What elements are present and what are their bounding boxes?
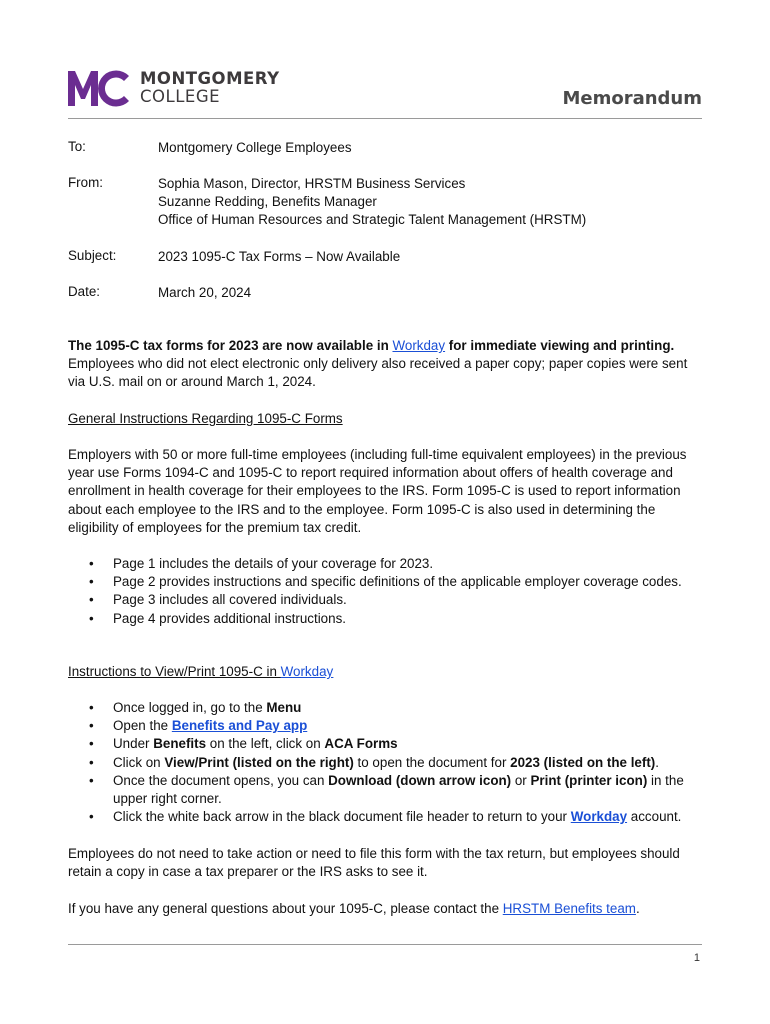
list-item: • Page 3 includes all covered individuals. <box>68 591 704 609</box>
intro-bold-end: for immediate viewing and printing. <box>445 338 675 353</box>
list-item: • Page 4 provides additional instructions. <box>68 610 704 628</box>
workday-heading-link[interactable]: Workday <box>280 664 334 679</box>
mc-logo-mark-icon <box>68 69 130 107</box>
contact-paragraph: If you have any general questions about your 1095-C, please contact the HRSTM Benefits team. <box>68 901 640 916</box>
list-item: • Page 2 provides instructions and specific definitions of the applicable employer coverage codes. <box>68 573 704 591</box>
from-line-2: Suzanne Redding, Benefits Manager <box>158 194 377 209</box>
from-value <box>158 175 586 229</box>
logo-line-2: COLLEGE <box>140 87 221 106</box>
to-value: Montgomery College Employees <box>158 140 352 155</box>
list-item: • Page 1 includes the details of your coverage for 2023. <box>68 555 704 573</box>
to-label: To: <box>68 139 86 154</box>
general-instructions-heading: General Instructions Regarding 1095-C Forms <box>68 411 343 426</box>
closing-paragraph: Employees do not need to take action or need to file this form with the tax return, but employees should retain a copy in case a tax preparer or the IRS asks to see it. <box>68 846 680 880</box>
logo-wordmark <box>140 70 280 106</box>
list-item: • Once logged in, go to the Menu <box>68 699 704 717</box>
subject-label: Subject: <box>68 248 117 263</box>
workday-account-link[interactable]: Workday <box>570 809 628 825</box>
subject-value: 2023 1095-C Tax Forms – Now Available <box>158 249 401 264</box>
date-value: March 20, 2024 <box>158 285 252 300</box>
list-item: • Click on View/Print (listed on the right) to open the document for 2023 (listed on the left). <box>68 754 704 772</box>
view-print-heading <box>68 663 704 681</box>
from-line-3: Office of Human Resources and Strategic Talent Management (HRSTM) <box>158 212 587 227</box>
general-instructions-paragraph: Employers with 50 or more full-time employees (including full-time equivalent employees) in the previous year use Forms 1094-C and 1095-C to report required information about offers of health coverage and enrollment in health coverage for their employees to the IRS. Form 1095-C is used to report information about each employee to the IRS and to the employee. Form 1095-C is also used in determining the eligibility of employees for the premium tax credit. <box>68 447 687 535</box>
benefits-and-pay-link[interactable]: Benefits and Pay app <box>171 718 308 734</box>
footer-divider <box>68 944 702 945</box>
list-item: • Under Benefits on the left, click on ACA Forms <box>68 735 704 753</box>
list-item: • Click the white back arrow in the black document file header to return to your Workday account. <box>68 808 704 826</box>
header-divider <box>68 118 702 119</box>
workday-link[interactable]: Workday <box>392 338 446 353</box>
list-item: • Once the document opens, you can Download (down arrow icon) or Print (printer icon) in the upper right corner. <box>68 772 704 808</box>
memorandum-title: Memorandum <box>562 88 702 109</box>
from-label: From: <box>68 175 103 190</box>
page-number: 1 <box>693 952 700 964</box>
page-contents-list <box>68 555 704 628</box>
view-print-steps-list <box>68 699 704 826</box>
date-label: Date: <box>68 284 101 299</box>
from-line-1: Sophia Mason, Director, HRSTM Business Services <box>158 176 466 191</box>
view-print-heading-text: Instructions to View/Print 1095-C in <box>68 664 281 679</box>
montgomery-college-logo <box>68 68 280 108</box>
intro-paragraph <box>68 337 704 392</box>
intro-bold-start: The 1095-C tax forms for 2023 are now available in <box>68 338 393 353</box>
list-item: • Open the Benefits and Pay app <box>68 717 704 735</box>
logo-line-1: MONTGOMERY <box>140 69 280 88</box>
hrstm-benefits-team-link[interactable]: HRSTM Benefits team <box>502 901 636 916</box>
intro-rest: Employees who did not elect electronic only delivery also received a paper copy; paper copies were sent via U.S. mail on or around March 1, 2024. <box>68 356 688 390</box>
